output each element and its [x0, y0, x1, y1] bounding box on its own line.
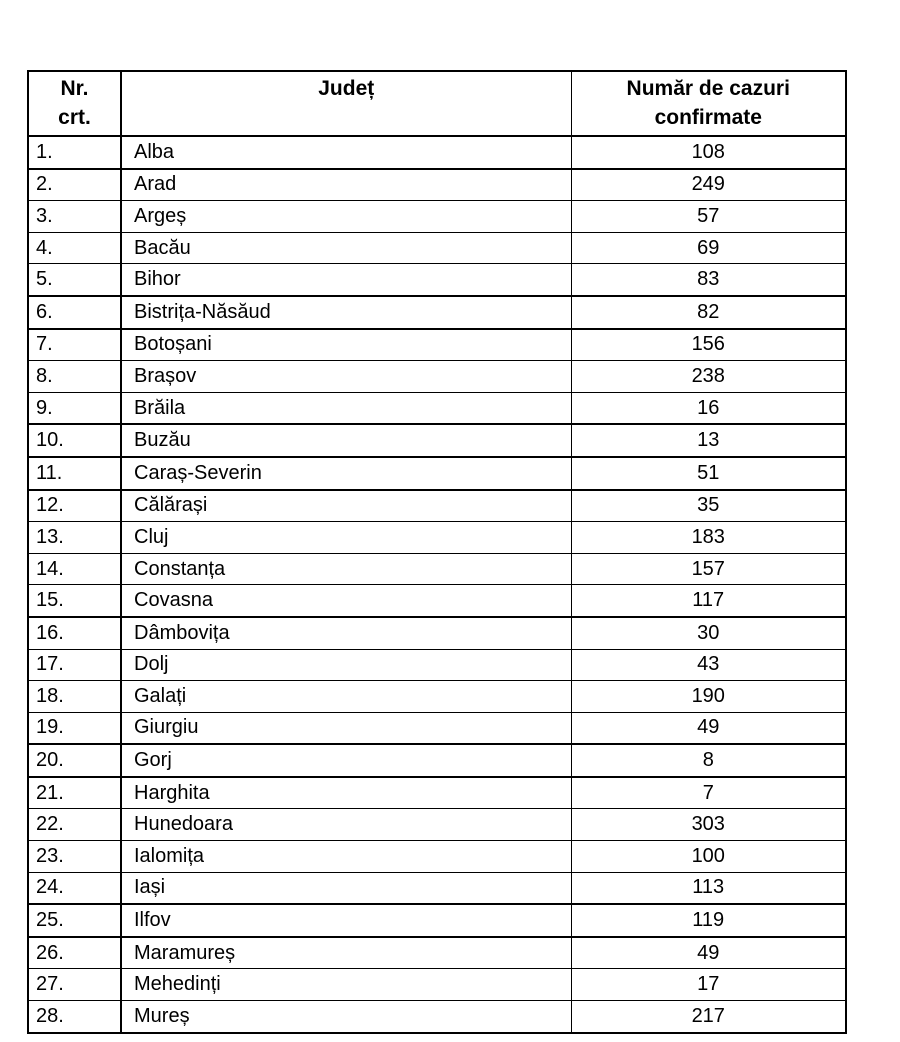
cell-nr: 13.	[28, 522, 121, 554]
cell-cazuri: 82	[571, 296, 846, 329]
cell-judet: Harghita	[121, 777, 571, 809]
cell-cazuri: 16	[571, 392, 846, 424]
cell-judet: Arad	[121, 169, 571, 201]
cell-cazuri: 30	[571, 617, 846, 649]
header-nr-line1: Nr.	[60, 77, 89, 100]
table-row	[28, 392, 846, 424]
cell-cazuri: 43	[571, 649, 846, 681]
cell-nr: 15.	[28, 585, 121, 617]
cell-cazuri: 238	[571, 361, 846, 393]
cell-cazuri: 217	[571, 1001, 846, 1033]
cell-nr: 16.	[28, 617, 121, 649]
header-row	[28, 71, 846, 136]
table-row	[28, 712, 846, 744]
cell-cazuri: 117	[571, 585, 846, 617]
cell-judet: Mehedinți	[121, 969, 571, 1001]
table-row	[28, 617, 846, 649]
cell-cazuri: 119	[571, 904, 846, 937]
cell-nr: 4.	[28, 232, 121, 264]
cell-judet: Ialomița	[121, 841, 571, 873]
cell-nr: 11.	[28, 457, 121, 490]
cell-judet: Iași	[121, 872, 571, 904]
cell-judet: Dâmbovița	[121, 617, 571, 649]
table-row	[28, 169, 846, 201]
cell-judet: Gorj	[121, 744, 571, 777]
cell-nr: 18.	[28, 681, 121, 713]
cell-judet: Dolj	[121, 649, 571, 681]
cell-cazuri: 17	[571, 969, 846, 1001]
cell-nr: 3.	[28, 201, 121, 233]
cell-judet: Bistrița-Năsăud	[121, 296, 571, 329]
cell-judet: Maramureș	[121, 937, 571, 969]
cell-nr: 1.	[28, 136, 121, 169]
cell-cazuri: 183	[571, 522, 846, 554]
header-judet-label: Județ	[318, 77, 375, 100]
cell-judet: Bacău	[121, 232, 571, 264]
table-row	[28, 201, 846, 233]
cell-judet: Cluj	[121, 522, 571, 554]
cell-cazuri: 303	[571, 809, 846, 841]
cell-judet: Constanța	[121, 553, 571, 585]
cell-judet: Argeș	[121, 201, 571, 233]
cell-cazuri: 108	[571, 136, 846, 169]
cell-nr: 28.	[28, 1001, 121, 1033]
cases-table	[27, 70, 847, 1034]
cell-cazuri: 35	[571, 490, 846, 522]
cell-nr: 8.	[28, 361, 121, 393]
table-row	[28, 424, 846, 457]
cell-nr: 12.	[28, 490, 121, 522]
table-row	[28, 681, 846, 713]
table-row	[28, 232, 846, 264]
table-row	[28, 264, 846, 296]
cell-nr: 9.	[28, 392, 121, 424]
table-row	[28, 585, 846, 617]
table-row	[28, 937, 846, 969]
cell-cazuri: 49	[571, 937, 846, 969]
cell-cazuri: 57	[571, 201, 846, 233]
cell-judet: Hunedoara	[121, 809, 571, 841]
cell-nr: 26.	[28, 937, 121, 969]
cell-judet: Ilfov	[121, 904, 571, 937]
table-body	[28, 136, 846, 1033]
cell-judet: Bihor	[121, 264, 571, 296]
table-row	[28, 329, 846, 361]
table-row	[28, 969, 846, 1001]
header-cazuri-line2: confirmate	[654, 106, 762, 129]
table-row	[28, 361, 846, 393]
cell-judet: Alba	[121, 136, 571, 169]
table-row	[28, 296, 846, 329]
cell-cazuri: 13	[571, 424, 846, 457]
cell-nr: 5.	[28, 264, 121, 296]
cell-cazuri: 69	[571, 232, 846, 264]
cell-cazuri: 190	[571, 681, 846, 713]
table-row	[28, 136, 846, 169]
cell-nr: 25.	[28, 904, 121, 937]
cell-judet: Brașov	[121, 361, 571, 393]
column-header-judet	[121, 71, 571, 136]
cell-nr: 7.	[28, 329, 121, 361]
table-row	[28, 777, 846, 809]
cell-judet: Covasna	[121, 585, 571, 617]
cell-cazuri: 83	[571, 264, 846, 296]
cell-cazuri: 8	[571, 744, 846, 777]
table-row	[28, 872, 846, 904]
table-row	[28, 490, 846, 522]
cell-judet: Galați	[121, 681, 571, 713]
cell-nr: 19.	[28, 712, 121, 744]
table-row	[28, 457, 846, 490]
cell-judet: Botoșani	[121, 329, 571, 361]
cell-cazuri: 49	[571, 712, 846, 744]
column-header-nr-crt	[28, 71, 121, 136]
table-row	[28, 649, 846, 681]
cell-nr: 10.	[28, 424, 121, 457]
table-row	[28, 522, 846, 554]
cell-judet: Caraș-Severin	[121, 457, 571, 490]
table-row	[28, 744, 846, 777]
table-row	[28, 809, 846, 841]
cell-nr: 20.	[28, 744, 121, 777]
cell-nr: 23.	[28, 841, 121, 873]
table-row	[28, 841, 846, 873]
cell-cazuri: 7	[571, 777, 846, 809]
table-row	[28, 553, 846, 585]
cell-judet: Călărași	[121, 490, 571, 522]
cell-nr: 21.	[28, 777, 121, 809]
cell-cazuri: 51	[571, 457, 846, 490]
cell-nr: 14.	[28, 553, 121, 585]
cell-nr: 17.	[28, 649, 121, 681]
header-cazuri-line1: Număr de cazuri	[626, 77, 790, 100]
cell-judet: Buzău	[121, 424, 571, 457]
cell-cazuri: 157	[571, 553, 846, 585]
cell-nr: 6.	[28, 296, 121, 329]
cell-judet: Brăila	[121, 392, 571, 424]
cell-judet: Giurgiu	[121, 712, 571, 744]
cell-nr: 27.	[28, 969, 121, 1001]
header-nr-line2: crt.	[58, 106, 91, 129]
cell-nr: 24.	[28, 872, 121, 904]
cell-judet: Mureș	[121, 1001, 571, 1033]
cell-nr: 22.	[28, 809, 121, 841]
table-row	[28, 1001, 846, 1033]
column-header-cazuri	[571, 71, 846, 136]
cases-table-container	[27, 70, 847, 1034]
table-row	[28, 904, 846, 937]
cell-nr: 2.	[28, 169, 121, 201]
cell-cazuri: 113	[571, 872, 846, 904]
cell-cazuri: 249	[571, 169, 846, 201]
cell-cazuri: 156	[571, 329, 846, 361]
cell-cazuri: 100	[571, 841, 846, 873]
